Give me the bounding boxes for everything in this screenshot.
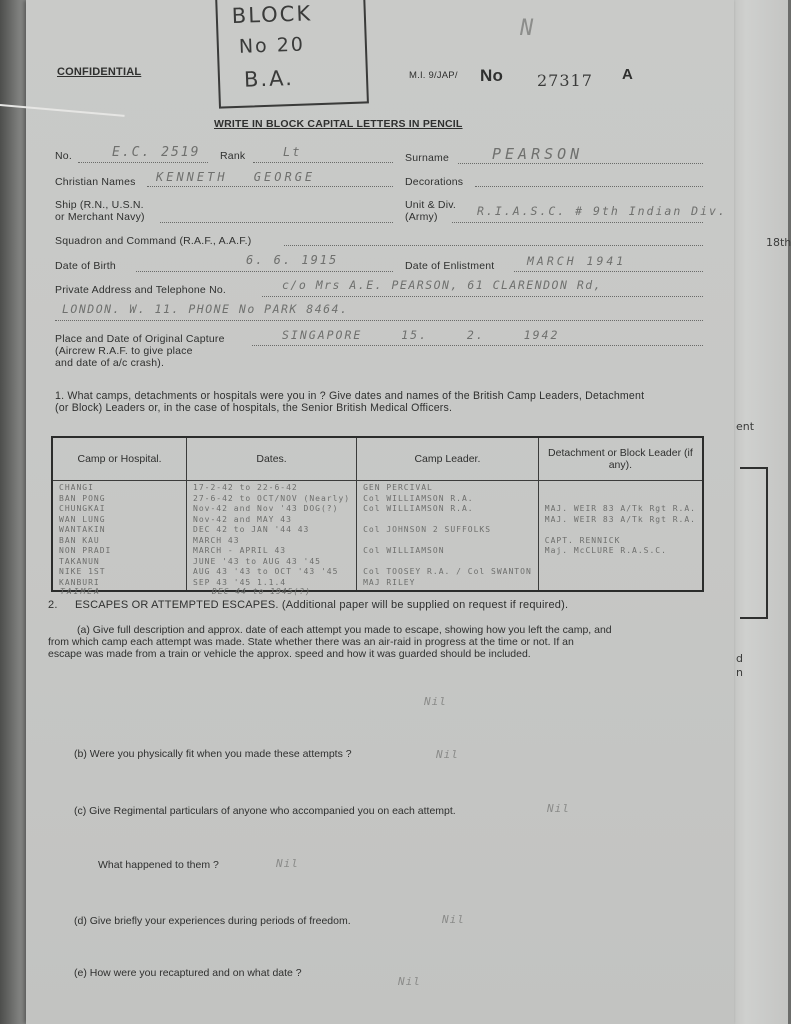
detachment-header: Detachment or Block Leader (if any). bbox=[538, 437, 703, 481]
list-item bbox=[363, 557, 532, 568]
ship-line bbox=[160, 222, 393, 223]
q1-text: (or Block) Leaders or, in the case of hospitals, the Senior British Medical Officers. bbox=[55, 402, 453, 414]
serial-number: 27317 bbox=[537, 71, 593, 90]
q2c-followup-answer: Nil bbox=[276, 857, 299, 870]
christian-names-line bbox=[147, 186, 393, 187]
list-item: Nov-42 and Nov '43 DOG(?) bbox=[193, 504, 339, 513]
block-stamp bbox=[215, 0, 369, 109]
list-item bbox=[545, 494, 696, 505]
q2d-answer: Nil bbox=[442, 913, 465, 926]
q2-number: 2. bbox=[48, 599, 58, 611]
q1-text: 1. What camps, detachments or hospitals were you in ? Give dates and names of the British Camp Leaders, Detachment bbox=[55, 390, 645, 402]
list-item: MAJ. WEIR 83 A/Tk Rgt R.A. bbox=[544, 514, 696, 524]
scribble: N bbox=[520, 16, 536, 41]
list-item bbox=[545, 525, 696, 536]
address-label: Private Address and Telephone No. bbox=[55, 284, 227, 296]
stamp-line: BLOCK bbox=[231, 1, 313, 29]
rank-label: Rank bbox=[220, 150, 246, 162]
enlistment-value: MARCH 1941 bbox=[527, 254, 627, 268]
date-overflow: DEC 44 to 1945(?) bbox=[212, 587, 311, 596]
back-sheet-fragment: n bbox=[736, 666, 743, 679]
q2c-followup-text: What happened to them ? bbox=[98, 859, 219, 871]
serial-suffix: A bbox=[622, 66, 634, 83]
list-item: 17-2-42 to 22-6-42 bbox=[193, 483, 298, 492]
q2e-answer: Nil bbox=[398, 975, 421, 988]
christian-names-value: KENNETH GEORGE bbox=[156, 170, 316, 184]
list-item: Maj. McCLURE R.A.S.C. bbox=[544, 546, 667, 555]
confidential-label: CONFIDENTIAL bbox=[57, 66, 142, 78]
list-item: WANTAKIN bbox=[59, 525, 106, 534]
back-sheet-fragment: d bbox=[736, 652, 743, 665]
dob-line bbox=[136, 271, 393, 272]
q2d-text: (d) Give briefly your experiences during periods of freedom. bbox=[74, 915, 351, 927]
list-item: CHUNGKAI bbox=[59, 504, 106, 513]
capture-value: SINGAPORE 15. 2. 1942 bbox=[282, 328, 560, 342]
list-item: MARCH 43 bbox=[193, 535, 240, 545]
squadron-label: Squadron and Command (R.A.F., A.A.F.) bbox=[55, 235, 252, 247]
stamp-line: No 20 bbox=[238, 33, 306, 58]
no-label: No. bbox=[55, 150, 72, 162]
address-line bbox=[262, 296, 703, 297]
list-item: DEC 42 to JAN '44 43 bbox=[193, 525, 310, 534]
capture-label: Place and Date of Original Capture bbox=[55, 333, 225, 345]
list-item: WAN LUNG bbox=[59, 514, 106, 524]
list-item: CHANGI bbox=[59, 483, 94, 492]
capture-label: (Aircrew R.A.F. to give place bbox=[55, 345, 193, 357]
list-item: SEP 43 '45 1.1.4 bbox=[193, 577, 287, 587]
capture-label: and date of a/c crash). bbox=[55, 357, 165, 369]
q2a-answer: Nil bbox=[424, 695, 447, 708]
address-line-2 bbox=[55, 320, 703, 321]
camp-leader-header: Camp Leader. bbox=[357, 437, 539, 481]
q2c-text: (c) Give Regimental particulars of anyone who accompanied you on each attempt. bbox=[74, 805, 456, 817]
list-item: TAKANUN bbox=[59, 556, 100, 566]
q2c-answer: Nil bbox=[547, 802, 570, 815]
list-item bbox=[363, 536, 532, 547]
mi-reference: M.I. 9/JAP/ bbox=[409, 70, 458, 81]
address-value: c/o Mrs A.E. PEARSON, 61 CLARENDON Rd, bbox=[282, 278, 603, 292]
q2a-text: escape was made from a train or vehicle the approx. speed and how it was guarded should be included. bbox=[48, 648, 531, 660]
unit-value: R.I.A.S.C. # 9th Indian Div. bbox=[477, 204, 727, 218]
q2-title: ESCAPES OR ATTEMPTED ESCAPES. (Additional paper will be supplied on request if required). bbox=[75, 599, 569, 611]
dates-header: Dates. bbox=[187, 437, 357, 481]
dates-list bbox=[187, 481, 357, 592]
camp-header: Camp or Hospital. bbox=[52, 437, 187, 481]
squadron-line bbox=[284, 245, 703, 246]
list-item bbox=[363, 515, 532, 526]
leaders-list bbox=[357, 481, 539, 592]
list-item bbox=[545, 483, 696, 494]
camp-overflow: TAIMEA bbox=[60, 587, 101, 596]
list-item: Col WILLIAMSON R.A. bbox=[363, 493, 474, 503]
list-item: MAJ RILEY bbox=[363, 577, 416, 587]
ship-label: Ship (R.N., U.S.N. bbox=[55, 199, 144, 211]
q2e-text: (e) How were you recaptured and on what date ? bbox=[74, 967, 302, 979]
list-item: Col WILLIAMSON bbox=[363, 546, 445, 555]
unit-label: Unit & Div. bbox=[405, 199, 457, 211]
enlistment-label: Date of Enlistment bbox=[405, 260, 495, 272]
q2a-text: (a) Give full description and approx. date of each attempt you made to escape, showing how you left the camp, and bbox=[77, 624, 612, 636]
list-item: Col JOHNSON 2 SUFFOLKS bbox=[363, 525, 492, 534]
rank-value: Lt bbox=[283, 145, 302, 159]
list-item: Nov-42 and MAY 43 bbox=[193, 514, 292, 524]
list-item: MARCH - APRIL 43 bbox=[193, 546, 287, 555]
list-item: GEN PERCIVAL bbox=[363, 483, 433, 492]
christian-names-label: Christian Names bbox=[55, 176, 136, 188]
capture-line bbox=[252, 345, 703, 346]
list-item: KANBURI bbox=[59, 577, 100, 587]
block-capitals-instruction: WRITE IN BLOCK CAPITAL LETTERS IN PENCIL bbox=[214, 118, 463, 130]
unit-line bbox=[452, 222, 703, 223]
number-label: No bbox=[480, 66, 504, 85]
list-item: BAN PONG bbox=[59, 493, 106, 503]
camps-table bbox=[51, 436, 704, 592]
dob-label: Date of Birth bbox=[55, 260, 116, 272]
list-item: 27-6-42 to OCT/NOV (Nearly) bbox=[193, 493, 351, 503]
decorations-label: Decorations bbox=[405, 176, 464, 188]
list-item: Col WILLIAMSON R.A. bbox=[363, 504, 474, 513]
ship-label: or Merchant Navy) bbox=[55, 211, 145, 223]
list-item: AUG 43 '43 to OCT '43 '45 bbox=[193, 567, 339, 576]
rank-line bbox=[253, 162, 393, 163]
list-item: JUNE '43 to AUG 43 '45 bbox=[193, 556, 321, 566]
back-sheet-bracket bbox=[740, 467, 768, 619]
address-value-2: LONDON. W. 11. PHONE No PARK 8464. bbox=[62, 302, 349, 316]
decorations-line bbox=[475, 186, 703, 187]
surname-line bbox=[458, 163, 703, 164]
q2b-answer: Nil bbox=[436, 748, 459, 761]
list-item: NIKE 1ST bbox=[59, 567, 106, 576]
list-item: BAN KAU bbox=[59, 535, 100, 545]
no-value: E.C. 2519 bbox=[112, 145, 201, 160]
list-item: MAJ. WEIR 83 A/Tk Rgt R.A. bbox=[544, 504, 696, 513]
q2b-text: (b) Were you physically fit when you made these attempts ? bbox=[74, 748, 352, 760]
no-line bbox=[78, 162, 208, 163]
dob-value: 6. 6. 1915 bbox=[246, 253, 339, 267]
surname-value: PEARSON bbox=[492, 145, 584, 163]
surname-label: Surname bbox=[405, 152, 450, 164]
unit-label: (Army) bbox=[405, 211, 438, 223]
list-item: NON PRADI bbox=[59, 546, 112, 555]
back-sheet-fragment: 18th bbox=[766, 236, 791, 249]
camp-list bbox=[52, 481, 187, 592]
list-item: Col TOOSEY R.A. / Col SWANTON bbox=[363, 567, 532, 576]
list-item: CAPT. RENNICK bbox=[544, 535, 621, 545]
q2a-text: from which camp each attempt was made. State whether there was an air-raid in progress at the time or not. If an bbox=[48, 636, 574, 648]
back-sheet-fragment: ent bbox=[736, 420, 755, 433]
enlistment-line bbox=[514, 271, 703, 272]
stamp-line: B.A. bbox=[243, 65, 295, 92]
detachment-list bbox=[538, 481, 703, 592]
